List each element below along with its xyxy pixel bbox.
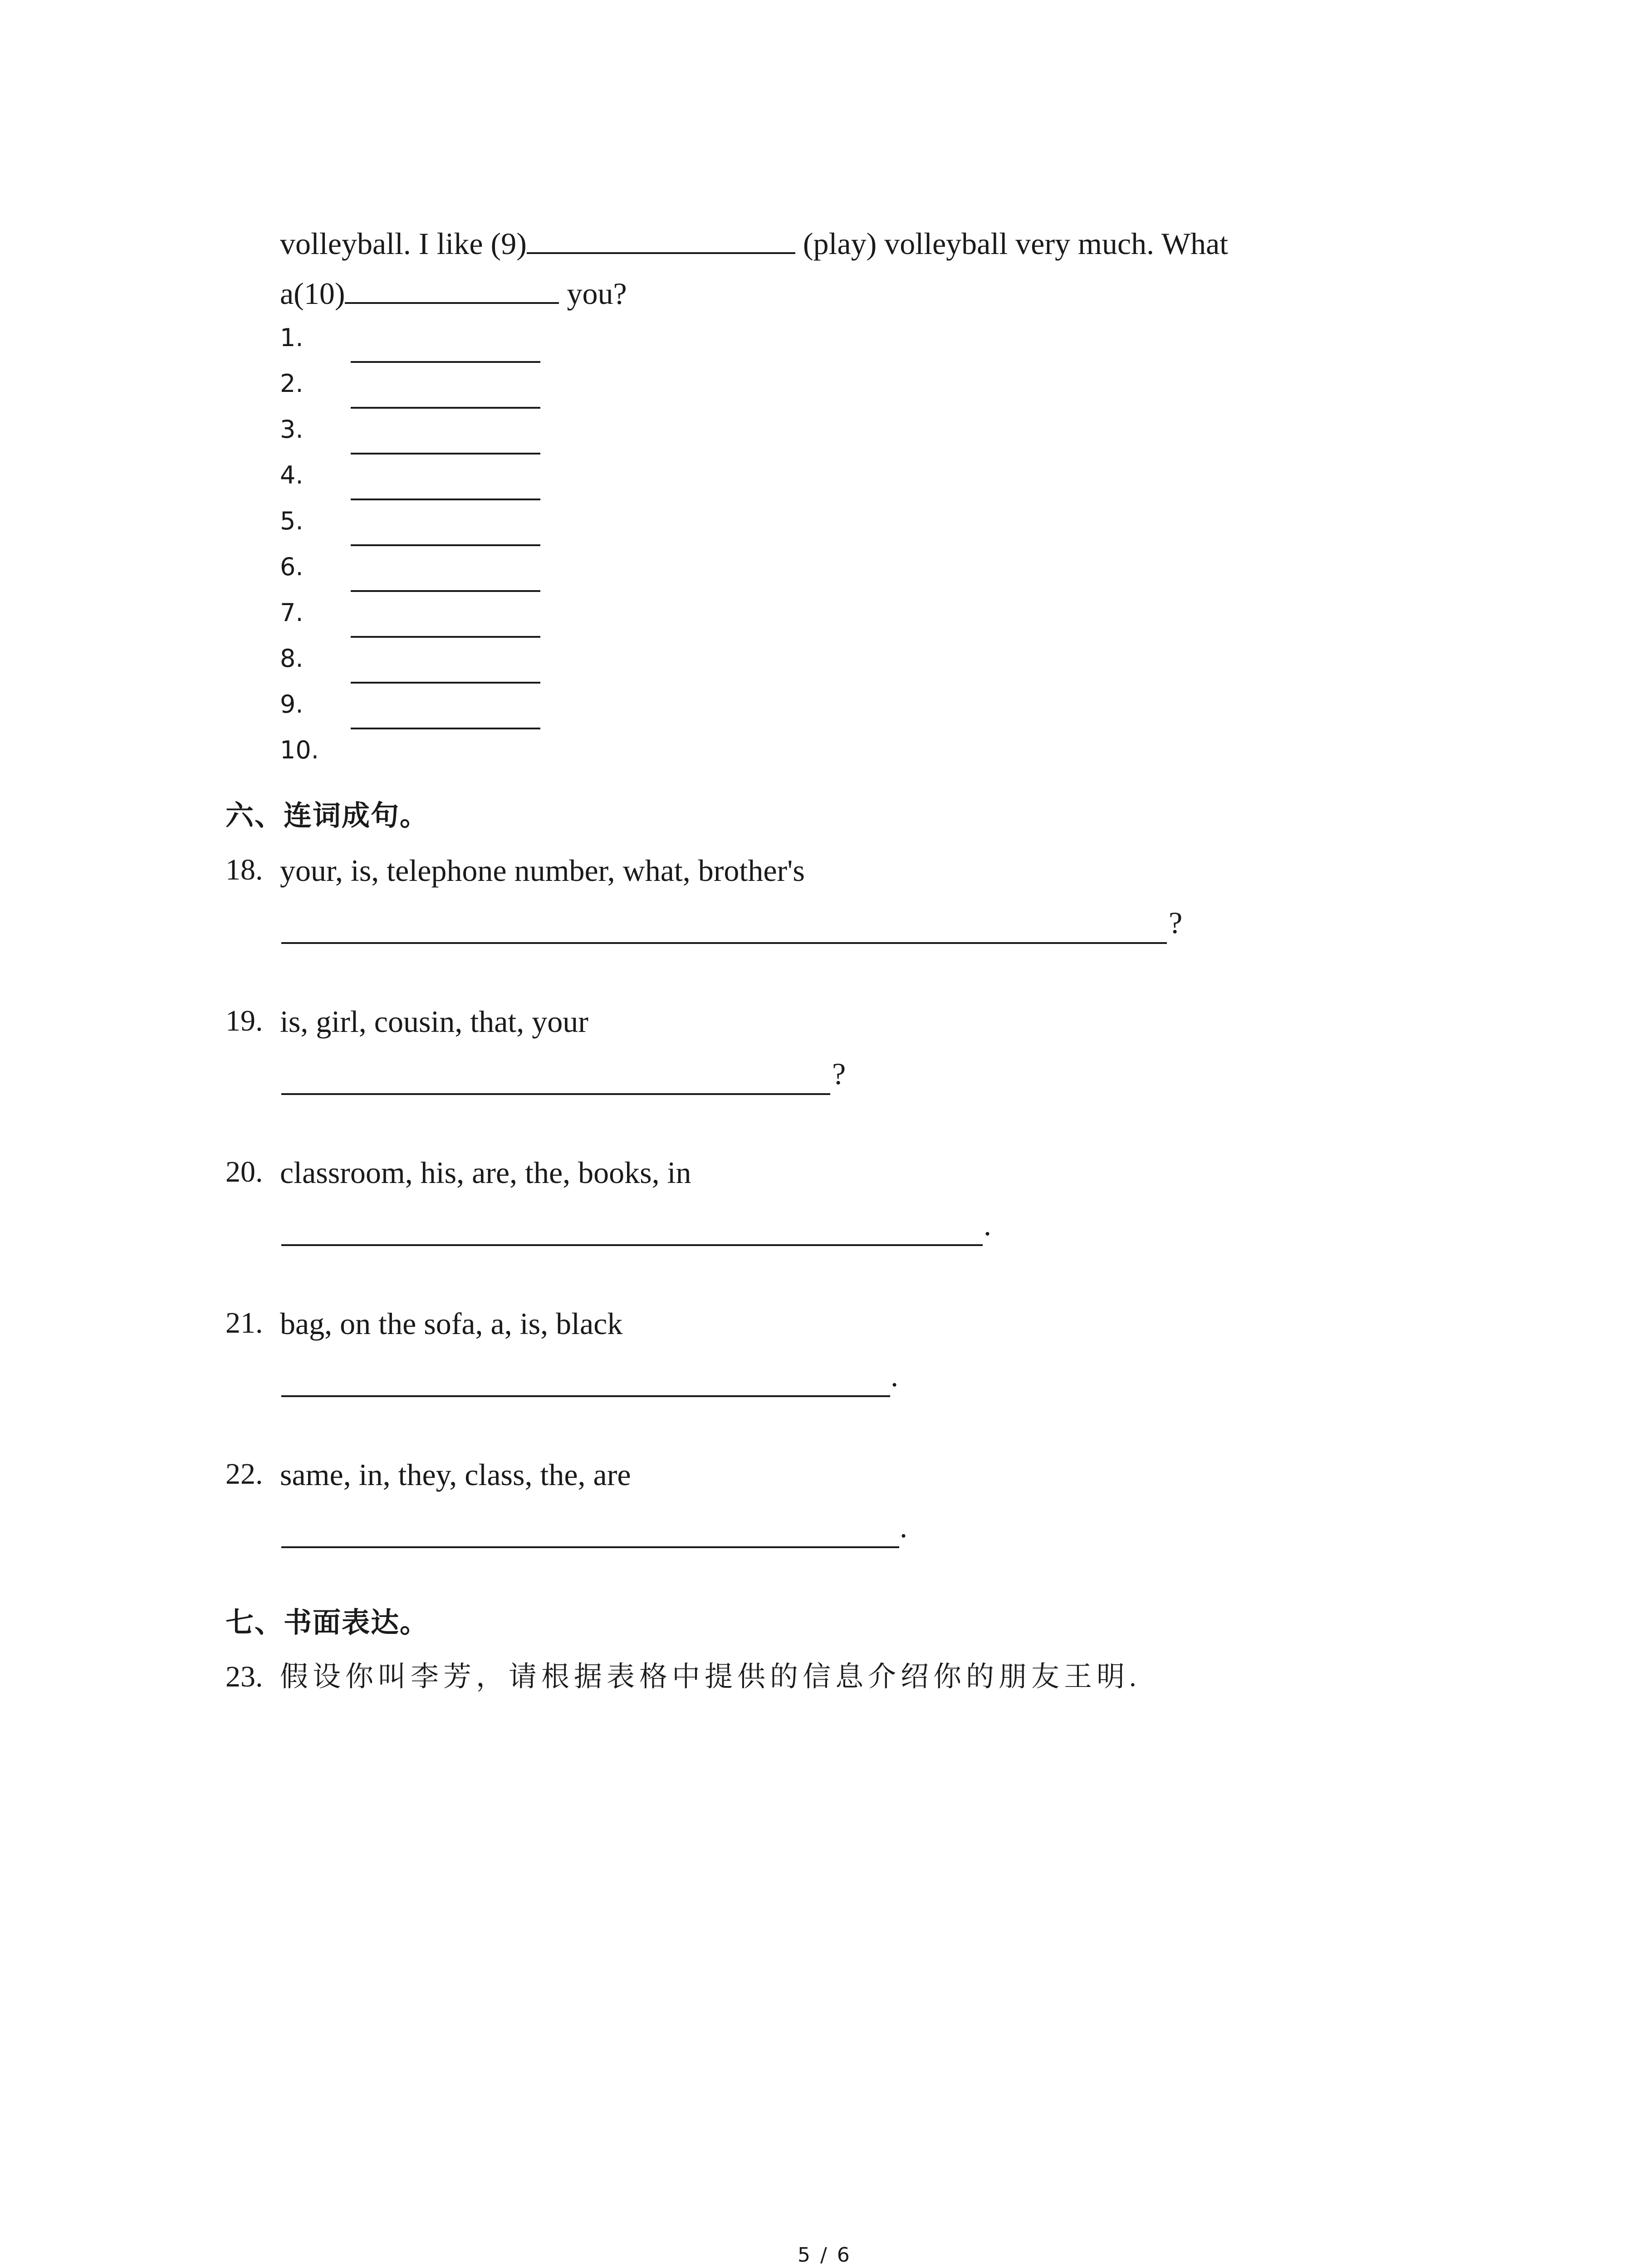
answer-line-2[interactable] bbox=[351, 407, 540, 409]
answer-line-21[interactable] bbox=[281, 1395, 890, 1397]
end-punctuation: . bbox=[900, 1510, 907, 1544]
passage-line-1 bbox=[280, 227, 1228, 259]
page-number: 5 / 6 bbox=[798, 2244, 852, 2267]
question-number: 18. bbox=[225, 853, 263, 886]
end-punctuation: ? bbox=[832, 1056, 846, 1091]
section-heading-6: 六、连词成句。 bbox=[225, 801, 429, 831]
passage-text: volleyball. I like (9) bbox=[280, 226, 527, 261]
answer-number: 1. bbox=[280, 323, 304, 352]
end-punctuation: . bbox=[891, 1359, 898, 1393]
answer-line-5[interactable] bbox=[351, 544, 540, 546]
section-heading-7: 七、书面表达。 bbox=[225, 1608, 429, 1638]
blank-10[interactable] bbox=[345, 277, 559, 304]
passage-text: you? bbox=[559, 276, 627, 311]
question-words: bag, on the sofa, a, is, black bbox=[280, 1306, 623, 1341]
question-number: 23. bbox=[225, 1660, 263, 1693]
answer-line-3[interactable] bbox=[351, 453, 540, 455]
answer-number: 10. bbox=[280, 736, 319, 764]
answer-number: 7. bbox=[280, 598, 304, 627]
answer-line-22[interactable] bbox=[281, 1546, 899, 1548]
answer-line-8[interactable] bbox=[351, 682, 540, 684]
end-punctuation: . bbox=[984, 1207, 991, 1242]
end-punctuation: ? bbox=[1169, 905, 1183, 940]
blank-9[interactable] bbox=[527, 227, 795, 254]
answer-line-9[interactable] bbox=[351, 728, 540, 729]
question-number: 21. bbox=[225, 1306, 263, 1339]
question-number: 19. bbox=[225, 1004, 263, 1037]
question-number: 22. bbox=[225, 1457, 263, 1491]
answer-line-4[interactable] bbox=[351, 499, 540, 500]
question-number: 20. bbox=[225, 1155, 263, 1188]
passage-text: a(10) bbox=[280, 276, 345, 311]
passage-text: (play) volleyball very much. What bbox=[795, 226, 1229, 261]
answer-line-19[interactable] bbox=[281, 1093, 830, 1095]
answer-number: 4. bbox=[280, 461, 304, 489]
answer-number: 8. bbox=[280, 644, 304, 673]
question-words: your, is, telephone number, what, brother's bbox=[280, 853, 805, 888]
question-words: same, in, they, class, the, are bbox=[280, 1457, 631, 1492]
question-words: is, girl, cousin, that, your bbox=[280, 1004, 588, 1039]
answer-line-6[interactable] bbox=[351, 590, 540, 592]
answer-number: 2. bbox=[280, 369, 304, 398]
question-words: classroom, his, are, the, books, in bbox=[280, 1155, 691, 1190]
passage-line-2 bbox=[280, 277, 627, 309]
answer-line-18[interactable] bbox=[281, 942, 1167, 944]
answer-number: 9. bbox=[280, 690, 304, 719]
answer-number: 5. bbox=[280, 507, 304, 535]
writing-prompt: 假设你叫李芳，请根据表格中提供的信息介绍你的朋友王明. bbox=[280, 1662, 1141, 1692]
answer-number: 3. bbox=[280, 415, 304, 444]
answer-line-1[interactable] bbox=[351, 361, 540, 363]
answer-line-20[interactable] bbox=[281, 1244, 983, 1246]
answer-number: 6. bbox=[280, 552, 304, 581]
answer-line-7[interactable] bbox=[351, 636, 540, 638]
